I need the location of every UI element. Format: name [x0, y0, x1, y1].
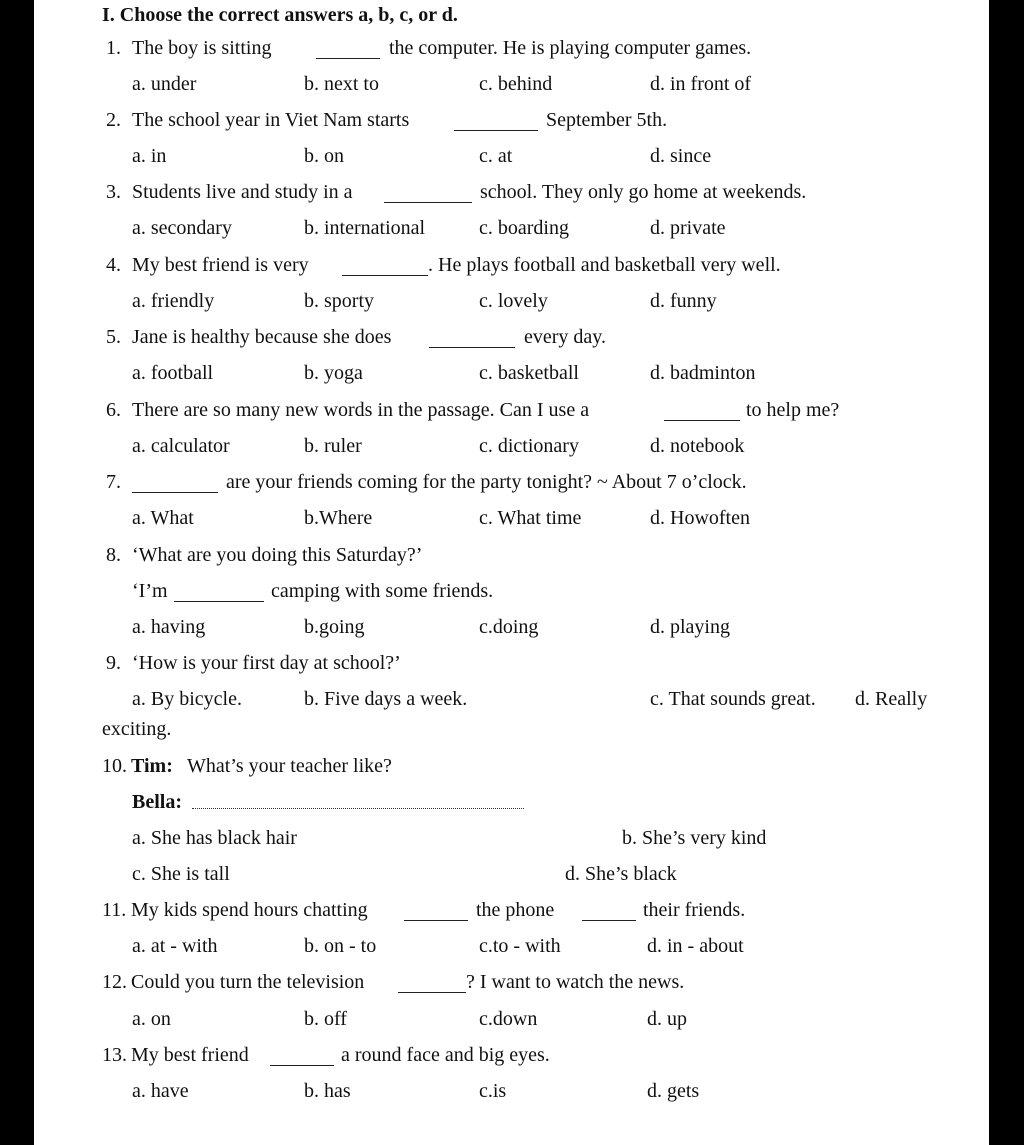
question-text-end: . He plays football and basketball very well.: [428, 254, 781, 276]
worksheet-page: [34, 0, 989, 1145]
option-a[interactable]: a. secondary: [132, 217, 232, 239]
option-d[interactable]: d. playing: [650, 616, 730, 638]
option-c[interactable]: c.doing: [479, 616, 539, 638]
option-d[interactable]: d. She’s black: [565, 863, 677, 885]
option-b[interactable]: b. international: [304, 217, 426, 239]
answer-blank[interactable]: [316, 58, 380, 59]
question-number: 8.: [106, 544, 121, 566]
option-a[interactable]: a. calculator: [132, 435, 230, 457]
question-number: 2.: [106, 109, 121, 131]
option-a[interactable]: a. football: [132, 362, 214, 384]
option-c[interactable]: c. lovely: [479, 290, 548, 312]
question-number: 7.: [106, 471, 121, 493]
option-d[interactable]: d. in - about: [647, 935, 744, 957]
question-text-mid: the phone: [476, 899, 555, 921]
option-d[interactable]: d. private: [650, 217, 726, 239]
option-b[interactable]: b. yoga: [304, 362, 363, 384]
option-c[interactable]: c. That sounds great.: [650, 688, 816, 710]
question-text: My best friend is very: [132, 254, 309, 276]
option-a[interactable]: a. having: [132, 616, 206, 638]
answer-blank[interactable]: [174, 601, 264, 602]
option-d[interactable]: d. notebook: [650, 435, 745, 457]
question-text-end: September 5th.: [546, 109, 668, 131]
question-text-end: to help me?: [746, 399, 840, 421]
option-b[interactable]: b. off: [304, 1008, 347, 1030]
question-text-end: their friends.: [643, 899, 746, 921]
question-text-end: a round face and big eyes.: [341, 1044, 550, 1066]
question-number: 4.: [106, 254, 121, 276]
option-c[interactable]: c.down: [479, 1008, 538, 1030]
question-number: 6.: [106, 399, 121, 421]
option-a[interactable]: a. She has black hair: [132, 827, 297, 849]
question-response: ‘I’m: [132, 580, 168, 602]
question-text-end: every day.: [524, 326, 606, 348]
option-b[interactable]: b.Where: [304, 507, 373, 529]
option-a[interactable]: a. have: [132, 1080, 189, 1102]
answer-blank[interactable]: [384, 202, 472, 203]
question-text-end: the computer. He is playing computer games.: [389, 37, 752, 59]
option-c[interactable]: c. boarding: [479, 217, 569, 239]
option-d[interactable]: d. gets: [647, 1080, 700, 1102]
answer-blank[interactable]: [342, 275, 428, 276]
question-number: 9.: [106, 652, 121, 674]
option-d[interactable]: d. in front of: [650, 73, 752, 95]
option-d-continued: exciting.: [102, 718, 172, 740]
option-c[interactable]: c. behind: [479, 73, 553, 95]
question-text-end: are your friends coming for the party tonight? ~ About 7 o’clock.: [226, 471, 747, 493]
option-a[interactable]: a. What: [132, 507, 194, 529]
question-text: There are so many new words in the passage. Can I use a: [132, 399, 590, 421]
answer-blank[interactable]: [429, 347, 515, 348]
answer-blank[interactable]: [270, 1065, 334, 1066]
question-text: ‘How is your first day at school?’: [132, 652, 401, 674]
option-b[interactable]: b. on - to: [304, 935, 377, 957]
question-text-end: school. They only go home at weekends.: [480, 181, 807, 203]
option-b[interactable]: b. has: [304, 1080, 351, 1102]
option-b[interactable]: b. sporty: [304, 290, 374, 312]
question-number: 13.: [102, 1044, 127, 1066]
question-text: My best friend: [131, 1044, 249, 1066]
question-text: Could you turn the television: [131, 971, 365, 993]
answer-blank-2[interactable]: [582, 920, 636, 921]
option-a[interactable]: a. at - with: [132, 935, 218, 957]
answer-blank[interactable]: [132, 492, 218, 493]
answer-blank-1[interactable]: [404, 920, 468, 921]
speaker-bella: Bella:: [132, 791, 182, 813]
option-d[interactable]: d. Howoften: [650, 507, 750, 529]
option-b[interactable]: b. She’s very kind: [622, 827, 767, 849]
question-text-end: ? I want to watch the news.: [466, 971, 685, 993]
question-text: Jane is healthy because she does: [132, 326, 392, 348]
option-a[interactable]: a. on: [132, 1008, 171, 1030]
option-d[interactable]: d. Really: [855, 688, 928, 710]
question-text: My kids spend hours chatting: [131, 899, 368, 921]
option-b[interactable]: b. next to: [304, 73, 379, 95]
question-number: 1.: [106, 37, 121, 59]
option-a[interactable]: a. friendly: [132, 290, 215, 312]
option-d[interactable]: d. badminton: [650, 362, 756, 384]
option-c[interactable]: c. basketball: [479, 362, 579, 384]
option-a[interactable]: a. By bicycle.: [132, 688, 242, 710]
question-number: 12.: [102, 971, 127, 993]
option-b[interactable]: b.going: [304, 616, 365, 638]
answer-blank[interactable]: [398, 992, 466, 993]
speaker-tim: Tim:: [131, 755, 173, 777]
question-text: The school year in Viet Nam starts: [132, 109, 410, 131]
answer-blank[interactable]: [664, 420, 740, 421]
option-c[interactable]: c.to - with: [479, 935, 561, 957]
option-b[interactable]: b. on: [304, 145, 344, 167]
question-text-end: camping with some friends.: [271, 580, 494, 602]
answer-blank[interactable]: [454, 130, 538, 131]
question-number: 3.: [106, 181, 121, 203]
option-c[interactable]: c.is: [479, 1080, 507, 1102]
question-number: 10.: [102, 755, 127, 777]
answer-dotted-line[interactable]: [192, 808, 524, 809]
option-c[interactable]: c. at: [479, 145, 513, 167]
instruction-heading: I. Choose the correct answers a, b, c, or d.: [102, 4, 458, 26]
option-c[interactable]: c. She is tall: [132, 863, 230, 885]
option-a[interactable]: a. in: [132, 145, 167, 167]
option-b[interactable]: b. Five days a week.: [304, 688, 468, 710]
option-b[interactable]: b. ruler: [304, 435, 362, 457]
question-number: 5.: [106, 326, 121, 348]
option-c[interactable]: c. What time: [479, 507, 582, 529]
option-c[interactable]: c. dictionary: [479, 435, 579, 457]
question-text: What’s your teacher like?: [187, 755, 392, 777]
option-a[interactable]: a. under: [132, 73, 197, 95]
option-d[interactable]: d. funny: [650, 290, 717, 312]
question-text: Students live and study in a: [132, 181, 353, 203]
question-number: 11.: [102, 899, 127, 921]
option-d[interactable]: d. up: [647, 1008, 687, 1030]
question-text: ‘What are you doing this Saturday?’: [132, 544, 423, 566]
option-d[interactable]: d. since: [650, 145, 712, 167]
question-text: The boy is sitting: [132, 37, 272, 59]
